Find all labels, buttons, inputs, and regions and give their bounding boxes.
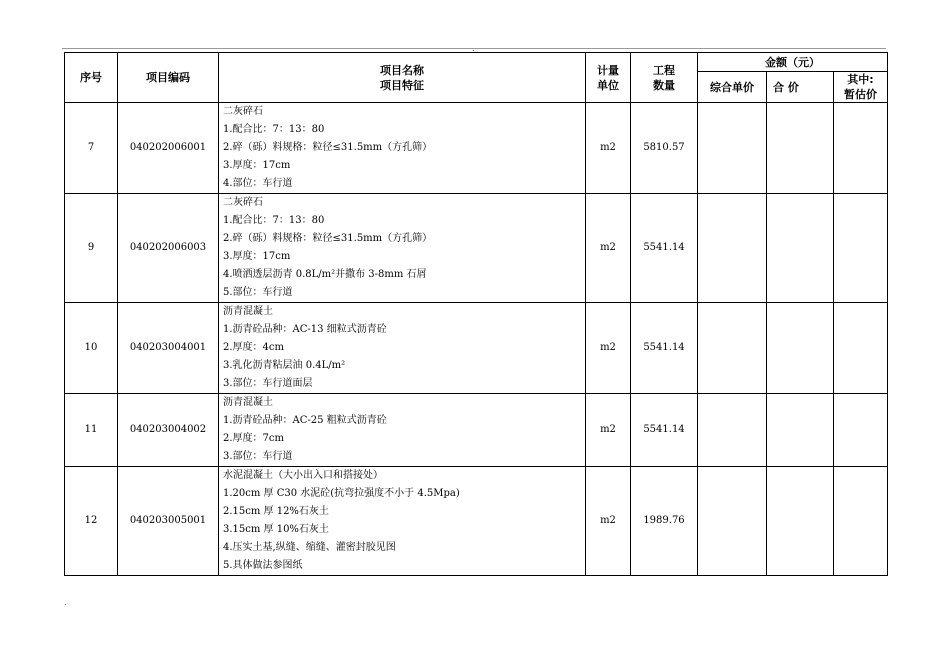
row-estimate xyxy=(834,194,888,303)
feature-line: 3.部位：车行道 xyxy=(223,451,293,462)
row-unit-price xyxy=(698,194,767,303)
feature-line: 1.20cm 厚 C30 水泥砼(抗弯拉强度不小于 4.5Mpa) xyxy=(223,488,460,499)
header-est-line2: 暂估价 xyxy=(844,88,877,101)
feature-line: 1.沥青砼品种：AC-25 粗粒式沥青砼 xyxy=(223,415,387,426)
row-estimate xyxy=(834,303,888,394)
row-seq: 12 xyxy=(65,467,118,576)
row-unit: m2 xyxy=(586,303,631,394)
row-estimate xyxy=(834,467,888,576)
bill-of-quantities-table xyxy=(64,52,888,576)
header-name xyxy=(219,53,586,103)
feature-line: 二灰碎石 xyxy=(223,106,263,117)
feature-line: 5.具体做法参图纸 xyxy=(223,560,303,571)
header-seq: 序号 xyxy=(65,53,118,103)
feature-line: 沥青混凝土 xyxy=(223,397,273,408)
header-amount: 金额（元） xyxy=(698,53,888,72)
row-unit: m2 xyxy=(586,194,631,303)
feature-line: 二灰碎石 xyxy=(223,197,263,208)
row-total xyxy=(767,467,834,576)
row-estimate xyxy=(834,103,888,194)
row-unit-price xyxy=(698,467,767,576)
feature-line: 3.15cm 厚 10%石灰土 xyxy=(223,524,329,535)
table-row xyxy=(65,103,888,194)
row-total xyxy=(767,103,834,194)
row-seq: 11 xyxy=(65,394,118,467)
row-qty: 5541.14 xyxy=(631,394,698,467)
row-code: 040203004001 xyxy=(118,303,219,394)
page-marker-top: . xyxy=(472,44,475,53)
header-total: 合 价 xyxy=(767,72,834,103)
table-row xyxy=(65,394,888,467)
feature-line: 沥青混凝土 xyxy=(223,306,273,317)
row-code: 040203005001 xyxy=(118,467,219,576)
row-unit: m2 xyxy=(586,103,631,194)
row-unit: m2 xyxy=(586,467,631,576)
feature-line: 2.碎（砾）料规格：粒径≤31.5mm（方孔筛） xyxy=(223,142,433,153)
row-unit: m2 xyxy=(586,394,631,467)
feature-line: 4.部位：车行道 xyxy=(223,178,293,189)
feature-line: 1.沥青砼品种：AC-13 细粒式沥青砼 xyxy=(223,324,387,335)
row-total xyxy=(767,303,834,394)
header-unit xyxy=(586,53,631,103)
row-code: 040202006003 xyxy=(118,194,219,303)
header-qty-line1: 工程 xyxy=(653,63,675,77)
header-code: 项目编码 xyxy=(118,53,219,103)
table-row xyxy=(65,303,888,394)
header-name-line1: 项目名称 xyxy=(380,63,424,77)
table-body xyxy=(65,103,888,576)
header-qty-line2: 数量 xyxy=(653,78,675,92)
feature-line: 3.厚度：17cm xyxy=(223,160,291,171)
header-unit-price: 综合单价 xyxy=(698,72,767,103)
row-estimate xyxy=(834,394,888,467)
row-unit-price xyxy=(698,394,767,467)
feature-line: 2.厚度：4cm xyxy=(223,342,284,353)
row-seq: 9 xyxy=(65,194,118,303)
row-features xyxy=(219,394,586,467)
row-seq: 7 xyxy=(65,103,118,194)
feature-line: 3.部位：车行道面层 xyxy=(223,378,313,389)
row-code: 040202006001 xyxy=(118,103,219,194)
feature-line: 4.压实土基,纵缝、缩缝、灌密封胶见图 xyxy=(223,542,396,553)
table-row xyxy=(65,194,888,303)
header-qty xyxy=(631,53,698,103)
table-row xyxy=(65,467,888,576)
feature-line: 1.配合比：7：13：80 xyxy=(223,215,325,226)
header-unit-line1: 计量 xyxy=(597,63,619,77)
row-features xyxy=(219,467,586,576)
row-qty: 1989.76 xyxy=(631,467,698,576)
row-features xyxy=(219,194,586,303)
row-unit-price xyxy=(698,303,767,394)
header-name-line2: 项目特征 xyxy=(380,78,424,92)
row-qty: 5810.57 xyxy=(631,103,698,194)
page-marker-bottom: . xyxy=(64,598,67,607)
row-code: 040203004002 xyxy=(118,394,219,467)
feature-line: 3.乳化沥青粘层油 0.4L/m² xyxy=(223,360,346,371)
row-unit-price xyxy=(698,103,767,194)
feature-line: 水泥混凝土（大小出入口和搭接处） xyxy=(223,470,383,481)
header-estimate xyxy=(834,72,888,103)
feature-line: 2.碎（砾）料规格：粒径≤31.5mm（方孔筛） xyxy=(223,233,433,244)
row-total xyxy=(767,394,834,467)
row-seq: 10 xyxy=(65,303,118,394)
feature-line: 5.部位：车行道 xyxy=(223,287,293,298)
feature-line: 1.配合比：7：13：80 xyxy=(223,124,325,135)
feature-line: 4.喷洒透层沥青 0.8L/m²并撒布 3-8mm 石屑 xyxy=(223,269,427,280)
row-qty: 5541.14 xyxy=(631,303,698,394)
row-features xyxy=(219,303,586,394)
feature-line: 3.厚度：17cm xyxy=(223,251,291,262)
row-qty: 5541.14 xyxy=(631,194,698,303)
header-est-line1: 其中: xyxy=(847,73,874,86)
feature-line: 2.厚度：7cm xyxy=(223,433,284,444)
row-total xyxy=(767,194,834,303)
header-unit-line2: 单位 xyxy=(597,78,619,92)
feature-line: 2.15cm 厚 12%石灰土 xyxy=(223,506,329,517)
row-features xyxy=(219,103,586,194)
